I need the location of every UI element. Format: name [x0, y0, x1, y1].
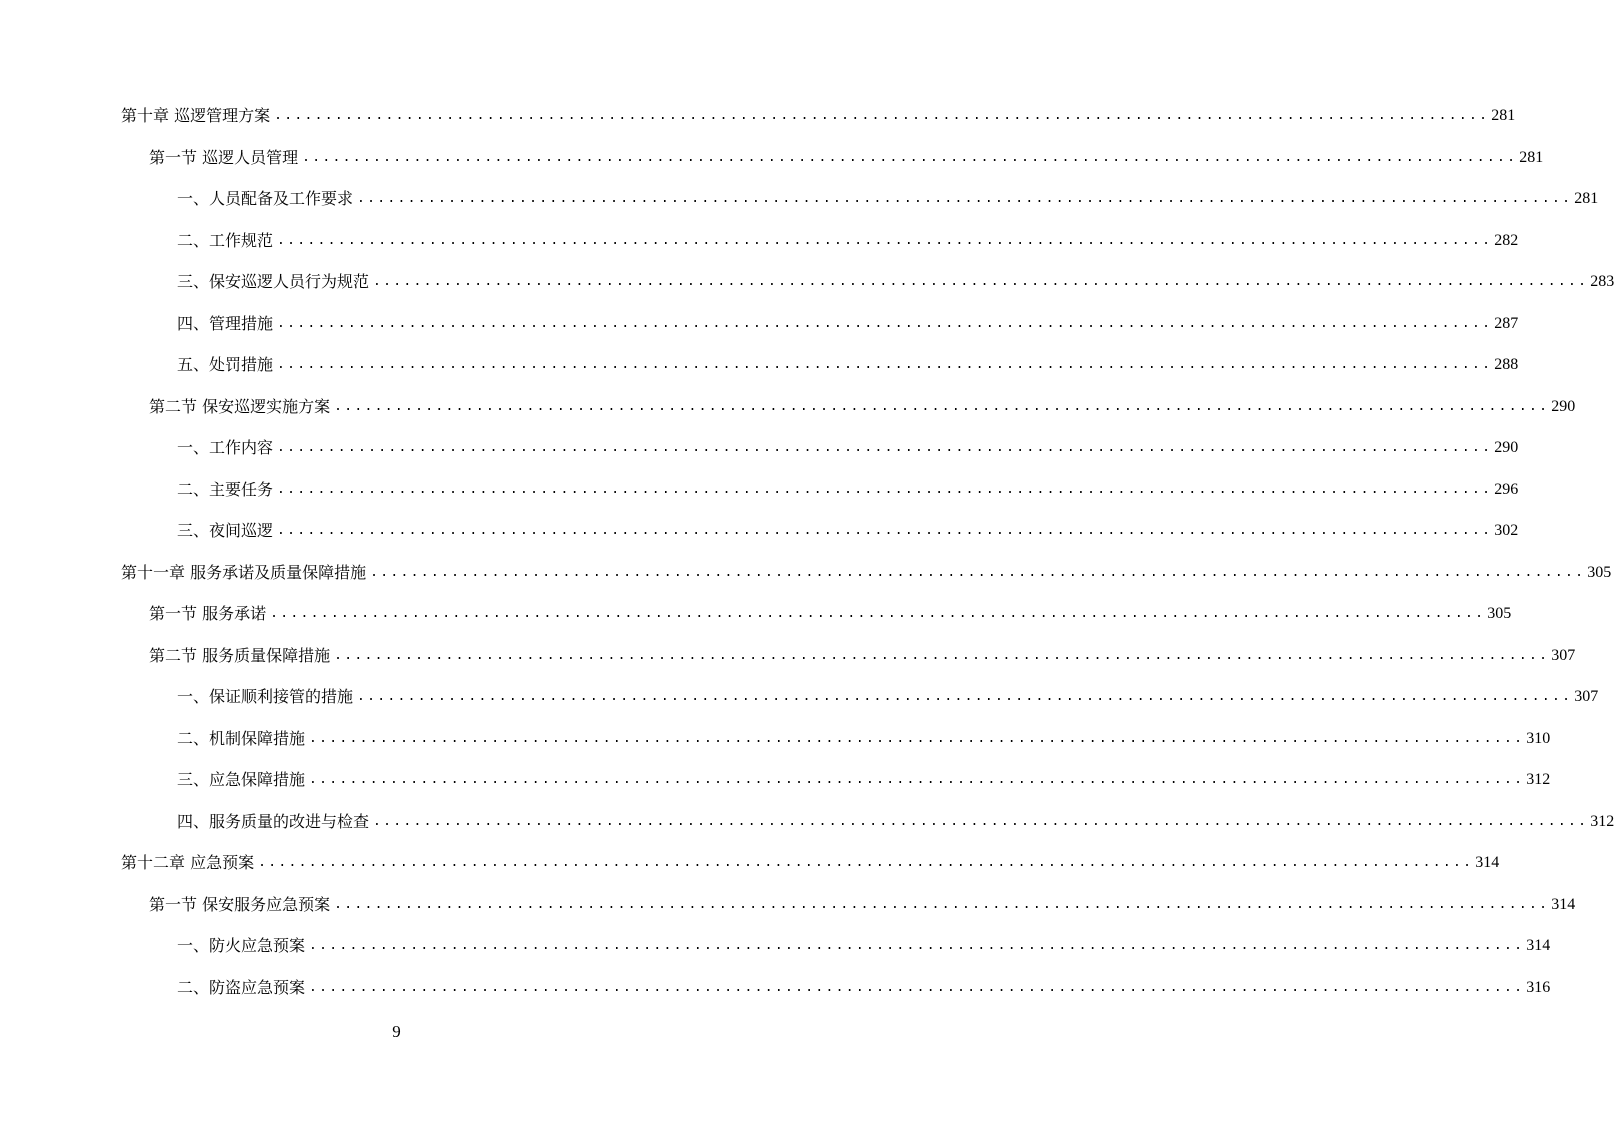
toc-dot-leader: ........................................................................................................................ — [309, 980, 1525, 995]
toc-entry-title: 二、防盗应急预案 — [177, 978, 306, 997]
toc-dot-leader: ........................................................................................................................ — [334, 399, 1550, 414]
toc-entry-page: 307 — [1551, 647, 1576, 664]
toc-dot-leader: ........................................................................................................................ — [270, 606, 1486, 621]
toc-entry-subsection[interactable] — [177, 976, 1551, 1000]
toc-entry-title: 三、保安巡逻人员行为规范 — [177, 272, 370, 291]
toc-dot-leader: ........................................................................................................................ — [274, 108, 1490, 123]
toc-entry-page: 290 — [1551, 398, 1576, 415]
toc-entry-title: 一、防火应急预案 — [177, 936, 306, 955]
toc-entry-title: 三、应急保障措施 — [177, 770, 306, 789]
toc-entry-chapter-11[interactable] — [121, 561, 1612, 585]
toc-entry-section[interactable] — [149, 644, 1576, 668]
toc-dot-leader: ........................................................................................................................ — [309, 772, 1525, 787]
toc-entry-page: 312 — [1590, 813, 1614, 830]
toc-entry-title: 第二节 服务质量保障措施 — [149, 646, 331, 665]
toc-entry-page: 288 — [1494, 356, 1519, 373]
toc-entry-page: 281 — [1491, 107, 1516, 124]
toc-entry-subsection[interactable] — [177, 312, 1519, 336]
toc-dot-leader: ........................................................................................................................ — [357, 191, 1573, 206]
toc-entry-page: 282 — [1494, 232, 1519, 249]
toc-entry-title: 四、服务质量的改进与检查 — [177, 812, 370, 831]
toc-entry-page: 305 — [1587, 564, 1612, 581]
toc-entry-page: 312 — [1526, 771, 1551, 788]
toc-entry-title: 四、管理措施 — [177, 314, 274, 333]
toc-entry-title: 二、主要任务 — [177, 480, 274, 499]
toc-dot-leader: ........................................................................................................................ — [357, 689, 1573, 704]
toc-entry-title: 一、人员配备及工作要求 — [177, 189, 354, 208]
toc-dot-leader: ........................................................................................................................ — [277, 233, 1493, 248]
toc-entry-page: 314 — [1526, 937, 1551, 954]
toc-entry-subsection[interactable] — [177, 727, 1551, 751]
toc-dot-leader: ........................................................................................................................ — [277, 523, 1493, 538]
toc-entry-page: 314 — [1475, 854, 1500, 871]
toc-dot-leader: ........................................................................................................................ — [370, 565, 1586, 580]
toc-entry-page: 302 — [1494, 522, 1519, 539]
toc-entry-title: 第一节 保安服务应急预案 — [149, 895, 331, 914]
toc-entry-page: 314 — [1551, 896, 1576, 913]
toc-entry-subsection[interactable] — [177, 810, 1614, 834]
toc-dot-leader: ........................................................................................................................ — [277, 316, 1493, 331]
toc-entry-subsection[interactable] — [177, 353, 1519, 377]
toc-entry-chapter-12[interactable] — [121, 851, 1500, 875]
toc-entry-page: 281 — [1519, 149, 1544, 166]
toc-entry-title: 一、工作内容 — [177, 438, 274, 457]
toc-dot-leader: ........................................................................................................................ — [334, 897, 1550, 912]
toc-entry-title: 第十章 巡逻管理方案 — [121, 106, 271, 125]
toc-entry-page: 316 — [1526, 979, 1551, 996]
toc-dot-leader: ........................................................................................................................ — [309, 731, 1525, 746]
toc-entry-page: 296 — [1494, 481, 1519, 498]
toc-dot-leader: ........................................................................................................................ — [277, 482, 1493, 497]
toc-entry-section[interactable] — [149, 602, 1512, 626]
toc-entry-subsection[interactable] — [177, 187, 1599, 211]
toc-entry-page: 310 — [1526, 730, 1551, 747]
toc-entry-subsection[interactable] — [177, 229, 1519, 253]
toc-entry-subsection[interactable] — [177, 519, 1519, 543]
toc-dot-leader: ........................................................................................................................ — [309, 938, 1525, 953]
toc-entry-subsection[interactable] — [177, 768, 1551, 792]
toc-entry-subsection[interactable] — [177, 685, 1599, 709]
toc-entry-page: 307 — [1574, 688, 1599, 705]
toc-dot-leader: ........................................................................................................................ — [302, 150, 1518, 165]
page-number: 9 — [392, 1022, 401, 1041]
toc-entry-page: 283 — [1590, 273, 1614, 290]
toc-entry-page: 290 — [1494, 439, 1519, 456]
toc-dot-leader: ........................................................................................................................ — [373, 814, 1589, 829]
toc-dot-leader: ........................................................................................................................ — [258, 855, 1474, 870]
toc-entry-page: 281 — [1574, 190, 1599, 207]
toc-entry-subsection[interactable] — [177, 270, 1614, 294]
toc-entry-subsection[interactable] — [177, 478, 1519, 502]
toc-entry-section[interactable] — [149, 395, 1576, 419]
toc-dot-leader: ........................................................................................................................ — [373, 274, 1589, 289]
toc-entry-title: 第二节 保安巡逻实施方案 — [149, 397, 331, 416]
toc-entry-section[interactable] — [149, 893, 1576, 917]
toc-entry-title: 二、机制保障措施 — [177, 729, 306, 748]
toc-entry-subsection[interactable] — [177, 934, 1551, 958]
toc-entry-subsection[interactable] — [177, 436, 1519, 460]
toc-entry-title: 一、保证顺利接管的措施 — [177, 687, 354, 706]
toc-entry-title: 三、夜间巡逻 — [177, 521, 274, 540]
toc-entry-title: 第十一章 服务承诺及质量保障措施 — [121, 563, 367, 582]
toc-dot-leader: ........................................................................................................................ — [277, 357, 1493, 372]
toc-dot-leader: ........................................................................................................................ — [277, 440, 1493, 455]
toc-entry-page: 287 — [1494, 315, 1519, 332]
toc-entry-title: 第一节 服务承诺 — [149, 604, 267, 623]
toc-entry-title: 第一节 巡逻人员管理 — [149, 148, 299, 167]
toc-entry-page: 305 — [1487, 605, 1512, 622]
toc-entry-chapter-10[interactable] — [121, 104, 1516, 128]
toc-entry-title: 第十二章 应急预案 — [121, 853, 255, 872]
toc-entry-title: 二、工作规范 — [177, 231, 274, 250]
toc-dot-leader: ........................................................................................................................ — [334, 648, 1550, 663]
toc-entry-title: 五、处罚措施 — [177, 355, 274, 374]
toc-entry-section[interactable] — [149, 146, 1544, 170]
